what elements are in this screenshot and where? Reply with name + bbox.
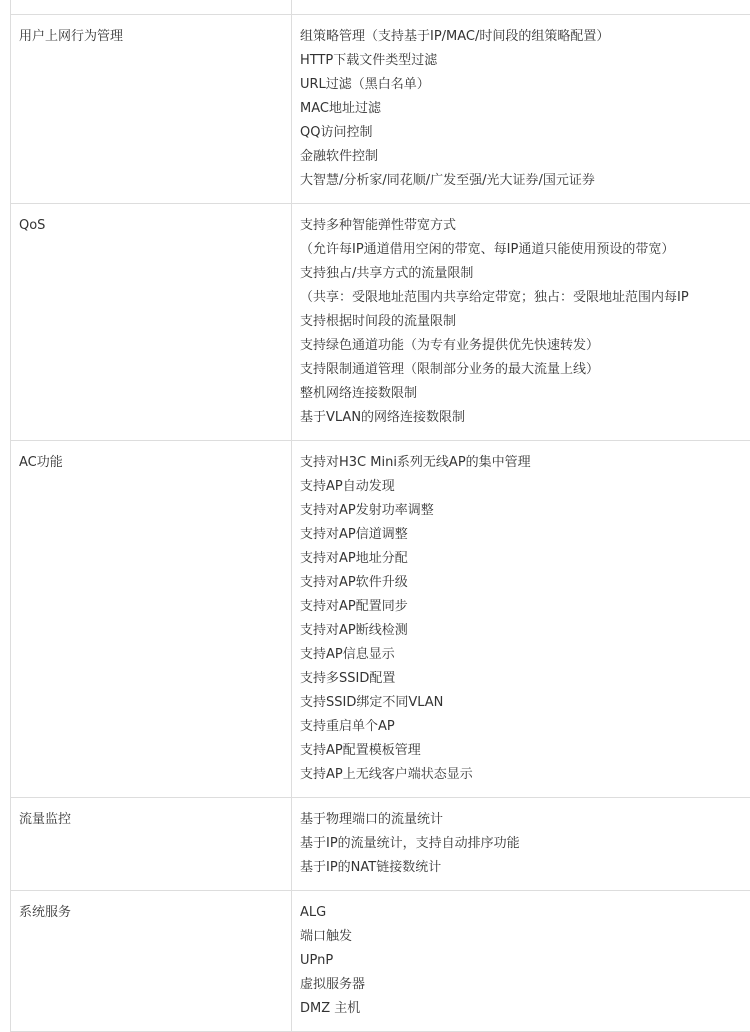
- row-label: QoS: [11, 204, 292, 441]
- value-line: 支持独占/共享方式的流量限制: [300, 262, 750, 286]
- value-line: 基于IP的流量统计，支持自动排序功能: [300, 832, 750, 856]
- table-row: [11, 441, 750, 798]
- value-line: 基于VLAN的网络连接数限制: [300, 406, 750, 430]
- row-values: [292, 0, 750, 15]
- value-line: 端口触发: [300, 925, 750, 949]
- value-line: MAC地址过滤: [300, 97, 750, 121]
- value-line: 支持对AP断线检测: [300, 619, 750, 643]
- value-line: 支持重启单个AP: [300, 715, 750, 739]
- value-line: 支持对AP发射功率调整: [300, 499, 750, 523]
- value-line: 支持对AP配置同步: [300, 595, 750, 619]
- row-label: [11, 0, 292, 15]
- value-line: 虚拟服务器: [300, 973, 750, 997]
- value-line: 支持AP配置模板管理: [300, 739, 750, 763]
- value-line: 支持对H3C Mini系列无线AP的集中管理: [300, 451, 750, 475]
- row-label: 用户上网行为管理: [11, 15, 292, 204]
- value-line: 支持SSID绑定不同VLAN: [300, 691, 750, 715]
- row-label: 流量监控: [11, 798, 292, 891]
- value-line: （共享：受限地址范围内共享给定带宽；独占：受限地址范围内每IP: [300, 286, 750, 310]
- value-line: [300, 0, 750, 5]
- value-line: 支持对AP软件升级: [300, 571, 750, 595]
- table-row: [11, 204, 750, 441]
- value-line: 支持限制通道管理（限制部分业务的最大流量上线）: [300, 358, 750, 382]
- value-line: 整机网络连接数限制: [300, 382, 750, 406]
- value-line: 支持AP自动发现: [300, 475, 750, 499]
- table-row: [11, 15, 750, 204]
- value-line: URL过滤（黑白名单）: [300, 73, 750, 97]
- value-line: 金融软件控制: [300, 145, 750, 169]
- row-values: [292, 204, 750, 441]
- spec-table: [10, 0, 750, 1032]
- value-line: HTTP下载文件类型过滤: [300, 49, 750, 73]
- value-line: 支持AP上无线客户端状态显示: [300, 763, 750, 787]
- value-line: 支持绿色通道功能（为专有业务提供优先快速转发）: [300, 334, 750, 358]
- row-values: [292, 15, 750, 204]
- value-line: ALG: [300, 901, 750, 925]
- value-line: 支持对AP地址分配: [300, 547, 750, 571]
- value-line: 大智慧/分析家/同花顺/广发至强/光大证券/国元证券: [300, 169, 750, 193]
- table-row: [11, 0, 750, 15]
- value-line: 基于IP的NAT链接数统计: [300, 856, 750, 880]
- value-line: 支持AP信息显示: [300, 643, 750, 667]
- value-line: 支持多种智能弹性带宽方式: [300, 214, 750, 238]
- row-values: [292, 891, 750, 1032]
- row-values: [292, 441, 750, 798]
- row-label: 系统服务: [11, 891, 292, 1032]
- value-line: （允许每IP通道借用空闲的带宽、每IP通道只能使用预设的带宽）: [300, 238, 750, 262]
- table-row: [11, 891, 750, 1032]
- value-line: DMZ 主机: [300, 997, 750, 1021]
- row-label: AC功能: [11, 441, 292, 798]
- value-line: 支持对AP信道调整: [300, 523, 750, 547]
- row-values: [292, 798, 750, 891]
- value-line: QQ访问控制: [300, 121, 750, 145]
- value-line: 支持多SSID配置: [300, 667, 750, 691]
- value-line: 支持根据时间段的流量限制: [300, 310, 750, 334]
- value-line: UPnP: [300, 949, 750, 973]
- table-row: [11, 798, 750, 891]
- value-line: 基于物理端口的流量统计: [300, 808, 750, 832]
- value-line: 组策略管理（支持基于IP/MAC/时间段的组策略配置）: [300, 25, 750, 49]
